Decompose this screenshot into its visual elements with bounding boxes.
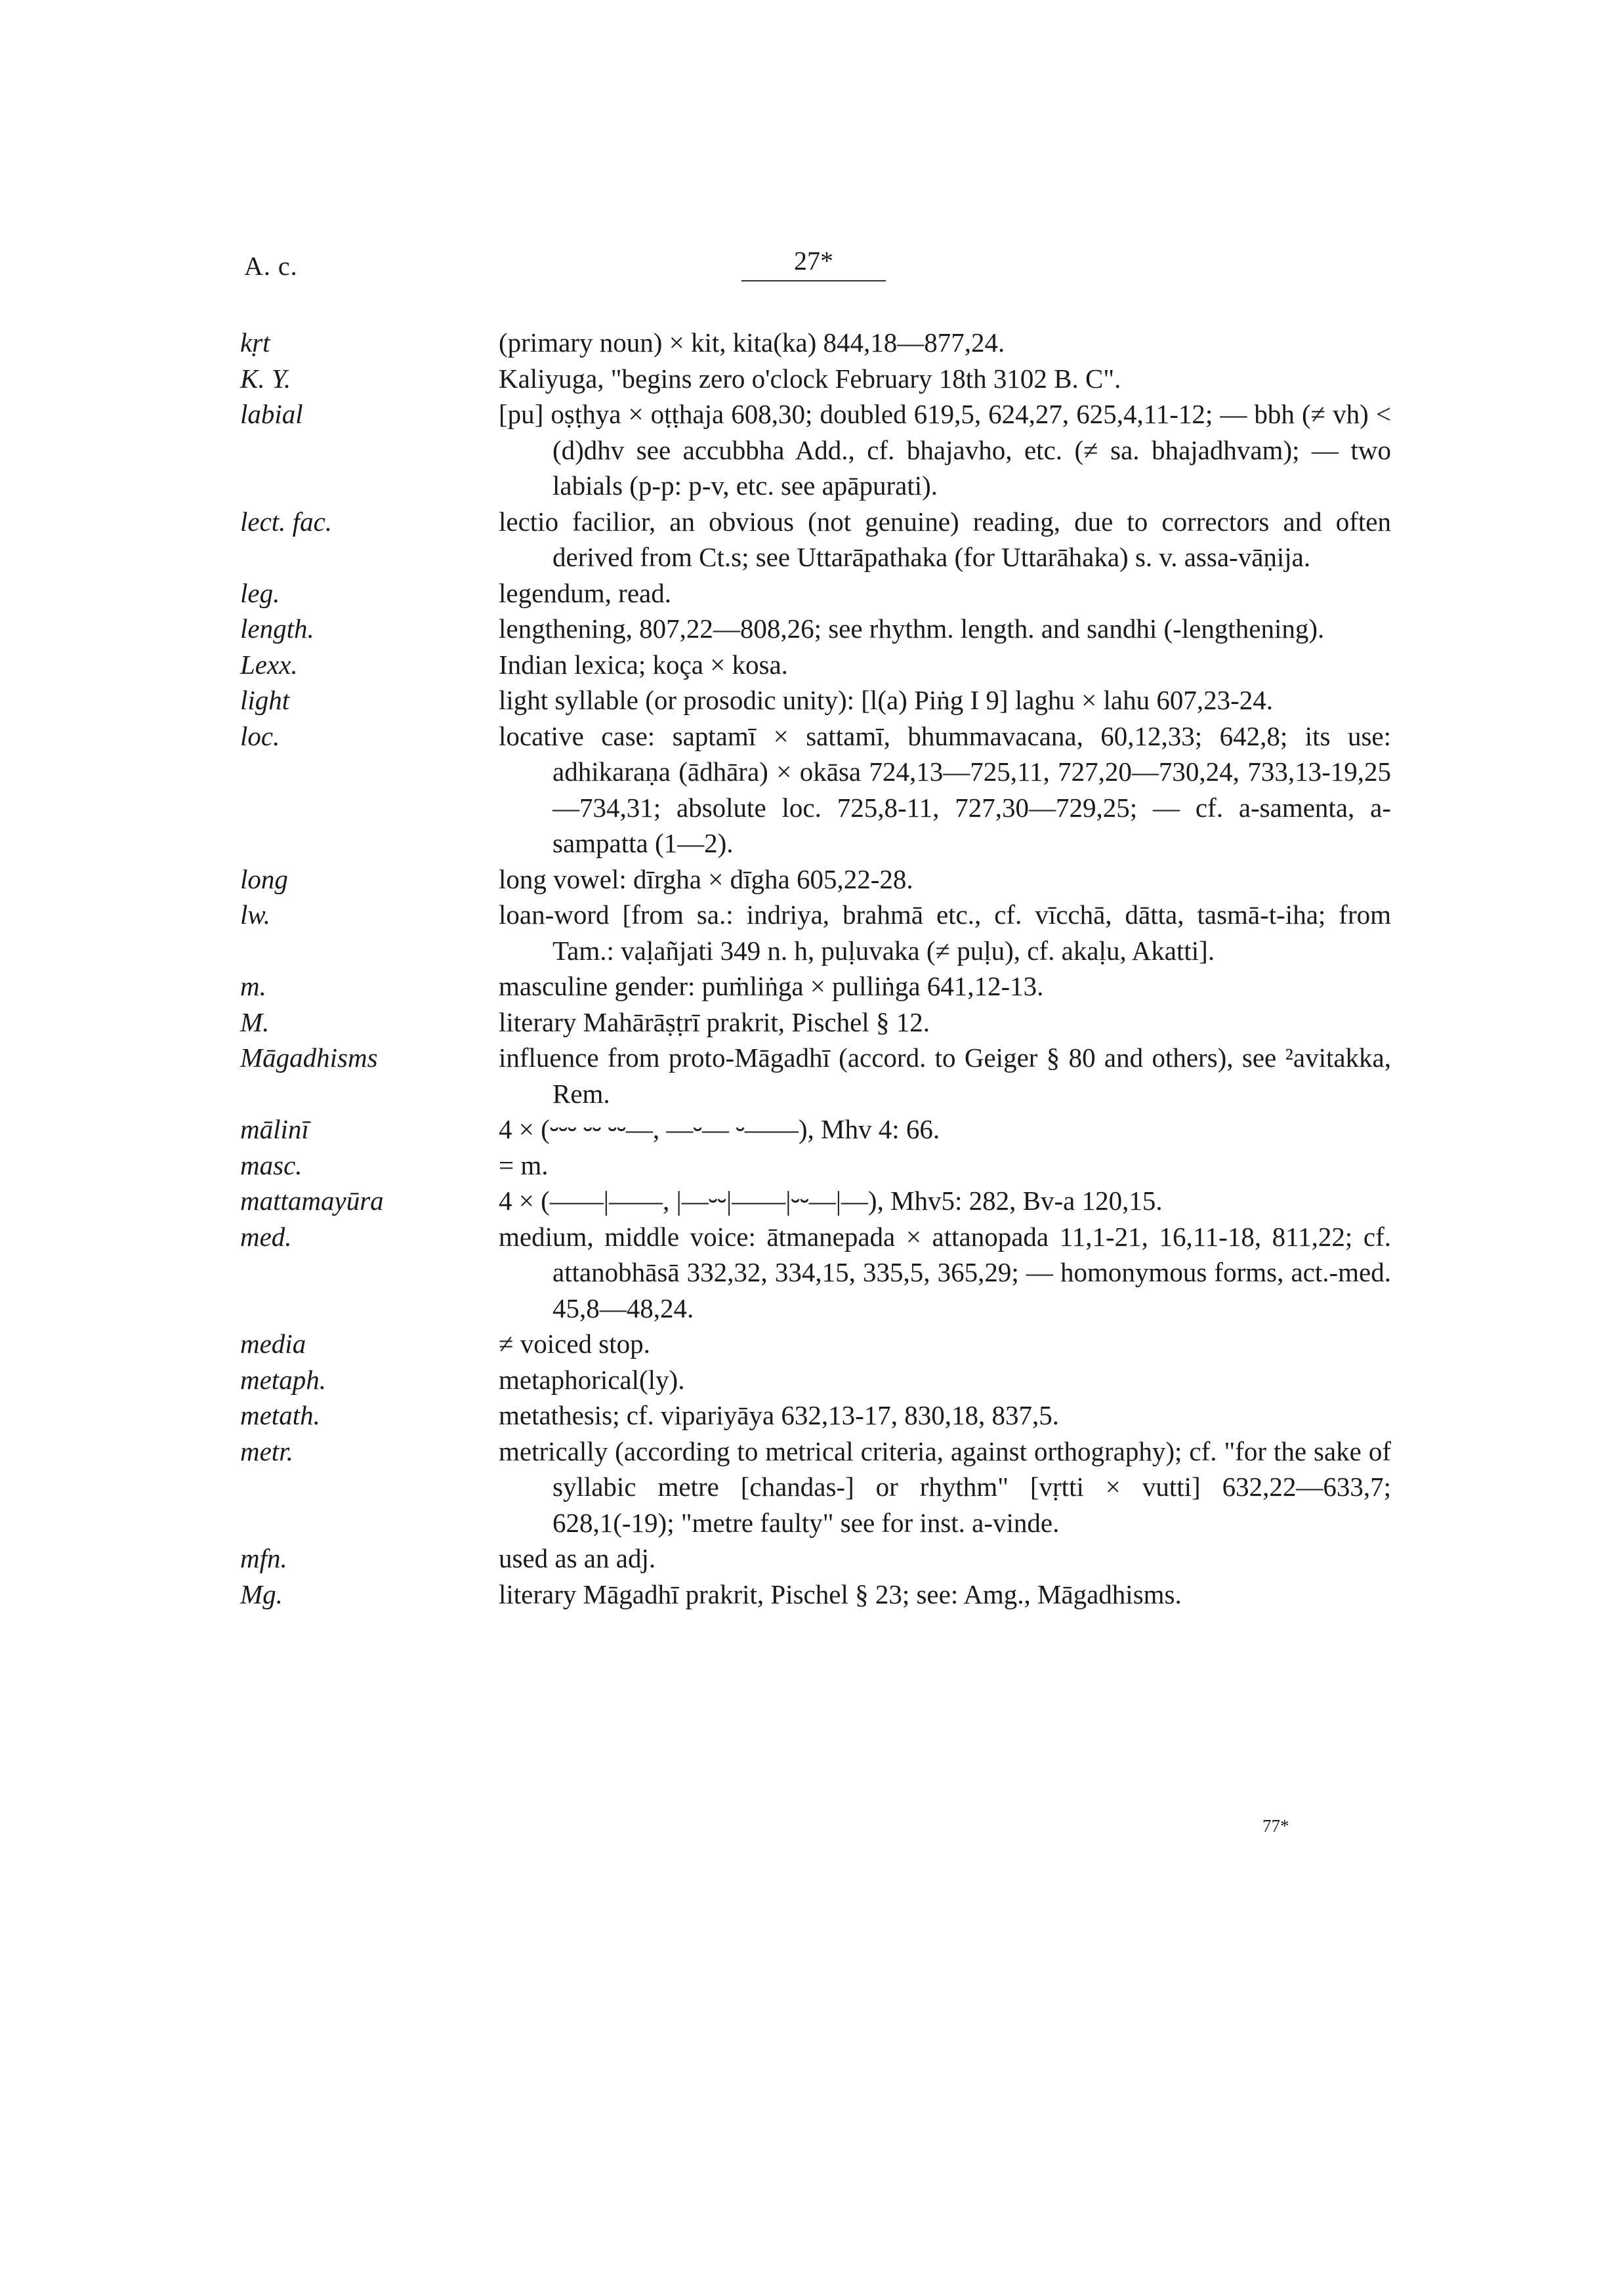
entry-term: light [240, 685, 290, 715]
list-item [236, 718, 1391, 861]
list-item [236, 1219, 1391, 1327]
list-item [236, 1040, 1391, 1111]
list-item [236, 1111, 1391, 1148]
entry-definition: Indian lexica; koça × kosa. [499, 649, 788, 680]
entry-term: med. [240, 1221, 292, 1252]
running-head-left: A. c. [244, 251, 298, 281]
list-item [236, 1540, 1391, 1577]
entry-definition: metrically (according to metrical criteria, against orthography); cf. "for the sake of syllabic metre [chandas-] or rhythm" [vṛtti × vutti] 632,22—633,7; 628,1(-19); "metre faulty" see for inst. a-vinde. [499, 1436, 1391, 1538]
entry-definition: literary Mahārāṣṭrī prakrit, Pischel § 12. [499, 1006, 930, 1037]
page-number: 27* [741, 245, 886, 281]
abbreviation-list [236, 325, 1391, 1612]
entry-term: Mg. [240, 1579, 283, 1609]
entry-term: mattamayūra [240, 1186, 384, 1216]
list-item [236, 575, 1391, 611]
entry-definition: lengthening, 807,22—808,26; see rhythm. length. and sandhi (-lengthening). [499, 613, 1325, 644]
list-item [236, 611, 1391, 647]
list-item [236, 861, 1391, 898]
entry-definition: metathesis; cf. vipariyāya 632,13-17, 830,18, 837,5. [499, 1400, 1059, 1430]
entry-definition: 4 × (⏑⏑⏑ ⏑⏑ ⏑⏑—, —⏑— ⏑——), Mhv 4: 66. [499, 1114, 940, 1144]
entry-definition: loan-word [from sa.: indriya, brahmā etc., cf. vīcchā, dātta, tasmā-t-iha; from Tam.: vaḷañjati 349 n. h, puḷuvaka (≠ puḷu), cf. akaḷu, Akatti]. [499, 899, 1391, 966]
entry-definition: locative case: saptamī × sattamī, bhummavacana, 60,12,33; 642,8; its use: adhikaraṇa (ādhāra) × okāsa 724,13—725,11, 727,20—730,24, 733,13-19,25—734,31; absolute loc. 725,8-11, 727,30—729,25; — cf. a-samenta, a-sampatta (1—2). [499, 720, 1391, 858]
entry-term: loc. [240, 720, 280, 751]
entry-definition: lectio facilior, an obvious (not genuine) reading, due to correctors and often derived from Ct.s; see Uttarāpathaka (for Uttarāhaka) s. v. assa-vāṇija. [499, 506, 1391, 572]
list-item [236, 1004, 1391, 1041]
entry-definition: masculine gender: puṁliṅga × pulliṅga 641,12-13. [499, 971, 1044, 1001]
entry-definition: legendum, read. [499, 577, 671, 608]
entry-definition: literary Māgadhī prakrit, Pischel § 23; see: Amg., Māgadhisms. [499, 1579, 1182, 1609]
entry-term: labial [240, 399, 303, 429]
list-item [236, 504, 1391, 575]
list-item [236, 1183, 1391, 1219]
list-item [236, 968, 1391, 1004]
entry-term: masc. [240, 1149, 302, 1180]
entry-term: mfn. [240, 1543, 287, 1573]
entry-term: lect. fac. [240, 506, 333, 537]
list-item [236, 1577, 1391, 1613]
entry-definition: 4 × (——|——, |—⏑⏑|——|⏑⏑—|—), Mhv5: 282, Bv-a 120,15. [499, 1186, 1163, 1216]
entry-definition: ≠ voiced stop. [499, 1329, 650, 1359]
list-item [236, 396, 1391, 504]
list-item [236, 325, 1391, 361]
entry-term: Lexx. [240, 649, 298, 680]
entry-term: metath. [240, 1400, 320, 1430]
list-item [236, 647, 1391, 683]
entry-definition: medium, middle voice: ātmanepada × attanopada 11,1-21, 16,11-18, 811,22; cf. attanobhāsā 332,32, 334,15, 335,5, 365,29; — homonymous forms, act.-med. 45,8—48,24. [499, 1221, 1391, 1323]
signature-mark: 77* [1262, 1816, 1289, 1836]
entry-definition: long vowel: dīrgha × dīgha 605,22-28. [499, 863, 913, 894]
entry-term: kṛt [240, 327, 270, 358]
entry-term: K. Y. [240, 363, 291, 394]
list-item [236, 1148, 1391, 1184]
entry-term: long [240, 863, 288, 894]
list-item [236, 1434, 1391, 1541]
entry-definition: influence from proto-Māgadhī (accord. to Geiger § 80 and others), see ²avitakka, Rem. [499, 1043, 1391, 1109]
list-item [236, 1397, 1391, 1434]
entry-term: lw. [240, 899, 270, 930]
entry-term: Māgadhisms [240, 1043, 378, 1073]
entry-term: leg. [240, 577, 280, 608]
entry-definition: [pu] oṣṭhya × oṭṭhaja 608,30; doubled 619,5, 624,27, 625,4,11-12; — bbh (≠ vh) < (d)dhv see accubbha Add., cf. bhajavho, etc. (≠ sa. bhajadhvam); — two labials (p-p: p-v, etc. see apāpurati). [499, 399, 1391, 501]
entry-term: m. [240, 971, 266, 1001]
entry-definition: used as an adj. [499, 1543, 656, 1573]
entry-definition: metaphorical(ly). [499, 1364, 685, 1395]
entry-definition: = m. [499, 1149, 549, 1180]
list-item [236, 1362, 1391, 1398]
entry-term: mālinī [240, 1114, 309, 1144]
entry-term: length. [240, 613, 314, 644]
entry-term: metaph. [240, 1364, 326, 1395]
list-item [236, 361, 1391, 397]
entry-term: M. [240, 1006, 270, 1037]
list-item [236, 1326, 1391, 1362]
entry-definition: Kaliyuga, "begins zero o'clock February 18th 3102 B. C". [499, 363, 1121, 394]
list-item [236, 897, 1391, 968]
entry-term: media [240, 1329, 306, 1359]
entry-term: metr. [240, 1436, 293, 1466]
list-item [236, 682, 1391, 718]
entry-definition: light syllable (or prosodic unity): [l(a) Piṅg I 9] laghu × lahu 607,23-24. [499, 685, 1274, 715]
entry-definition: (primary noun) × kit, kita(ka) 844,18—877,24. [499, 327, 1005, 358]
